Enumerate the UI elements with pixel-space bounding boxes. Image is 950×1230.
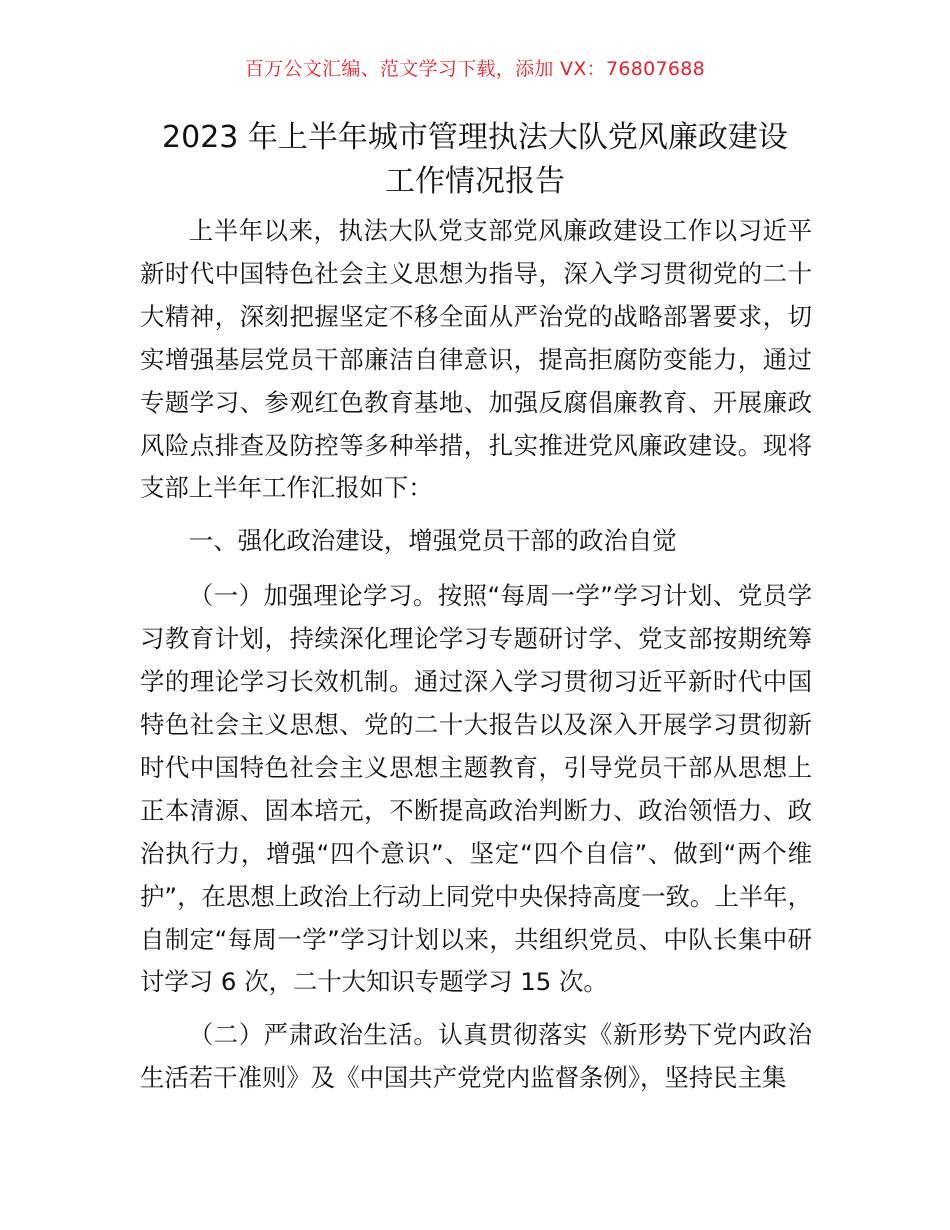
document-title bbox=[140, 116, 810, 204]
document-body bbox=[140, 210, 812, 1110]
section-heading: 一、强化政治建设，增强党员干部的政治自觉 bbox=[188, 526, 677, 556]
intro-paragraph: 上半年以来，执法大队党支部党风廉政建设工作以习近平新时代中国特色社会主义思想为指导，深入学习贯彻党的二十大精神，深刻把握坚定不移全面从严治党的战略部署要求，切实增强基层党员干部廉洁自律意识，提高拒腐防变能力，通过专题学习、参观红色教育基地、加强反腐倡廉教育、开展廉政风险点排查及防控等多种举措，扎实推进党风廉政建设。现将支部上半年工作汇报如下： bbox=[140, 216, 812, 503]
watermark-banner: 百万公文汇编、范文学习下载，添加 VX：76807688 bbox=[244, 58, 706, 80]
item-paragraph-1: （一）加强理论学习。按照“每周一学”学习计划、党员学习教育计划，持续深化理论学习专题研讨学、党支部按期统筹学的理论学习长效机制。通过深入学习贯彻习近平新时代中国特色社会主义思想、党的二十大报告以及深入开展学习贯彻新时代中国特色社会主义思想主题教育，引导党员干部从思想上正本清源、固本培元，不断提高政治判断力、政治领悟力、政治执行力，增强“四个意识”、坚定“四个自信”、做到“两个维护”，在思想上政治上行动上同党中央保持高度一致。上半年，自制定“每周一学”学习计划以来，共组织党员、中队长集中研讨学习 6 次，二十大知识专题学习 15 次。 bbox=[140, 581, 812, 997]
title-line-1: 2023 年上半年城市管理执法大队党风廉政建设 bbox=[162, 120, 788, 155]
item-paragraph-2: （二）严肃政治生活。认真贯彻落实《新形势下党内政治生活若干准则》及《中国共产党党内监督条例》，坚持民主集 bbox=[140, 1020, 812, 1093]
title-line-2: 工作情况报告 bbox=[385, 164, 565, 199]
